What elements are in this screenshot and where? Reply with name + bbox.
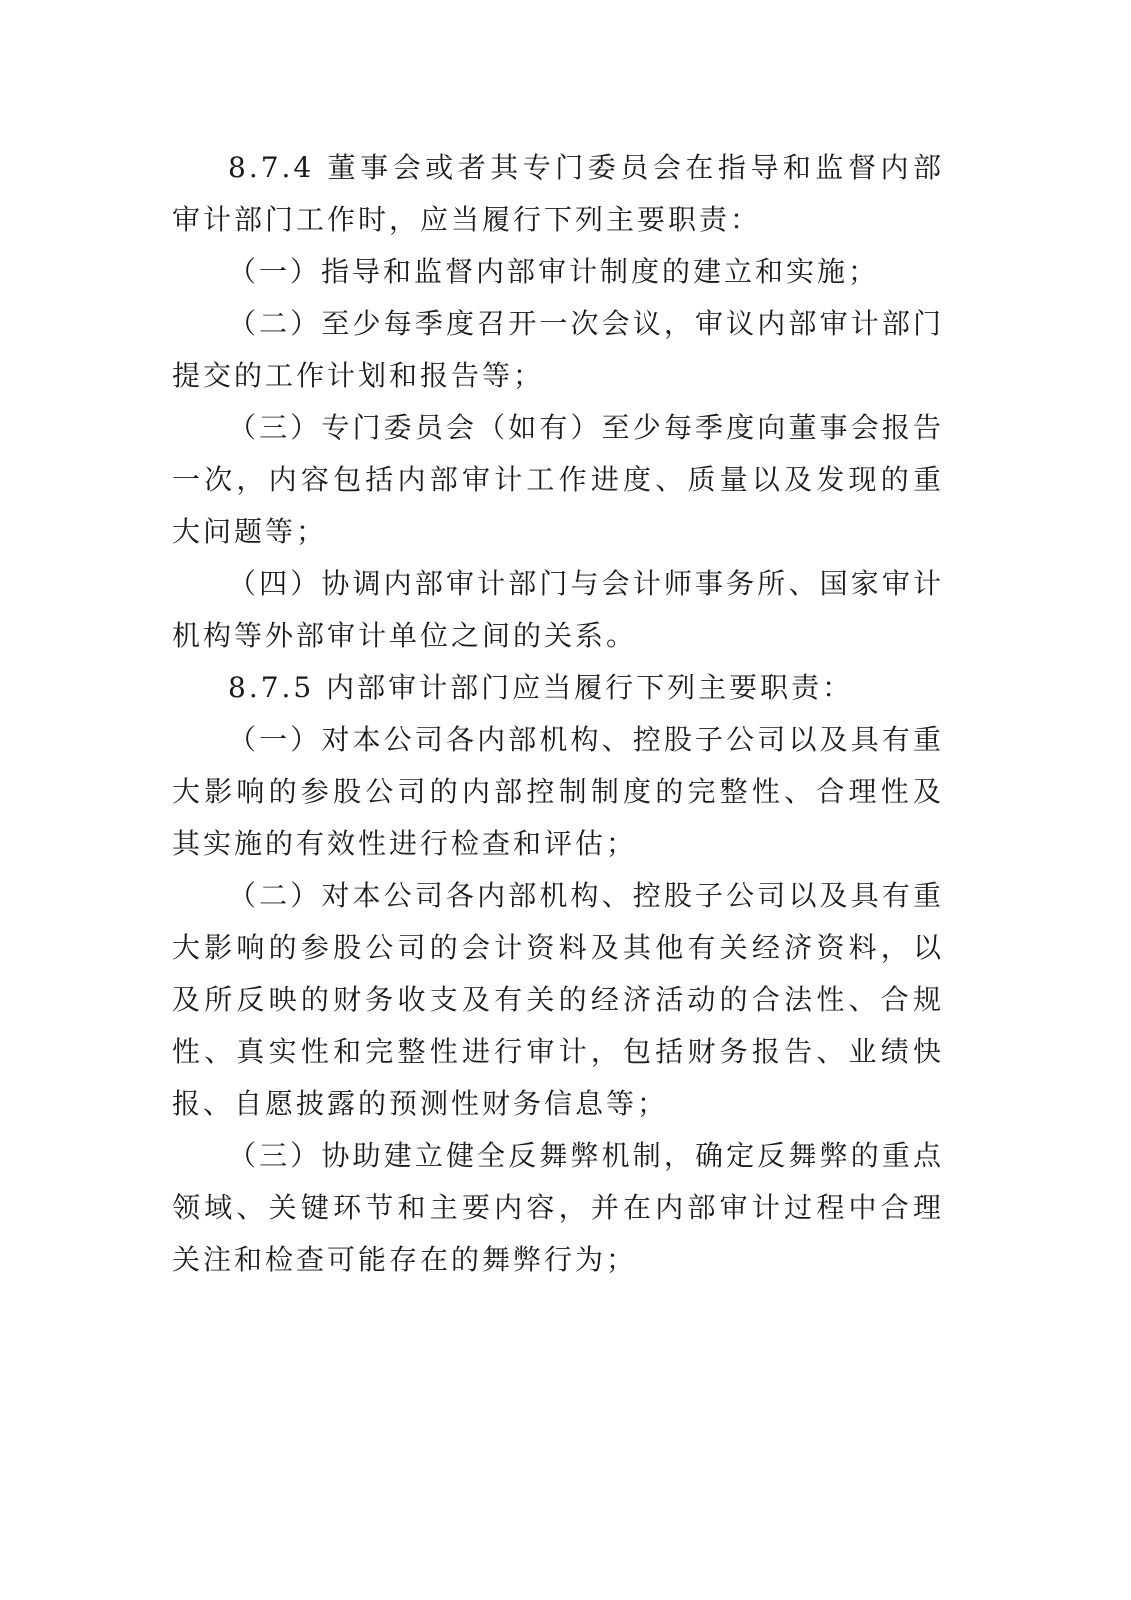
clause-8-7-4-item-4: （四）协调内部审计部门与会计师事务所、国家审计机构等外部审计单位之间的关系。 bbox=[172, 567, 944, 652]
clause-8-7-4-heading: 8.7.4 董事会或者其专门委员会在指导和监督内部审计部门工作时，应当履行下列主要职责： bbox=[172, 151, 944, 236]
document-body bbox=[172, 142, 944, 1286]
clause-8-7-5-heading: 8.7.5 内部审计部门应当履行下列主要职责： bbox=[228, 671, 854, 704]
clause-8-7-4-item-2: （二）至少每季度召开一次会议，审议内部审计部门提交的工作计划和报告等； bbox=[172, 307, 944, 392]
clause-8-7-5-item-1: （一）对本公司各内部机构、控股子公司以及具有重大影响的参股公司的内部控制制度的完整性、合理性及其实施的有效性进行检查和评估； bbox=[172, 723, 944, 860]
clause-8-7-5-item-3: （三）协助建立健全反舞弊机制，确定反舞弊的重点领域、关键环节和主要内容，并在内部审计过程中合理关注和检查可能存在的舞弊行为； bbox=[172, 1139, 944, 1276]
clause-8-7-4-item-1: （一）指导和监督内部审计制度的建立和实施； bbox=[228, 255, 880, 288]
clause-8-7-5-item-2: （二）对本公司各内部机构、控股子公司以及具有重大影响的参股公司的会计资料及其他有关经济资料，以及所反映的财务收支及有关的经济活动的合法性、合规性、真实性和完整性进行审计，包括财务报告、业绩快报、自愿披露的预测性财务信息等； bbox=[172, 879, 944, 1120]
clause-8-7-4-item-3: （三）专门委员会（如有）至少每季度向董事会报告一次，内容包括内部审计工作进度、质量以及发现的重大问题等； bbox=[172, 411, 944, 548]
